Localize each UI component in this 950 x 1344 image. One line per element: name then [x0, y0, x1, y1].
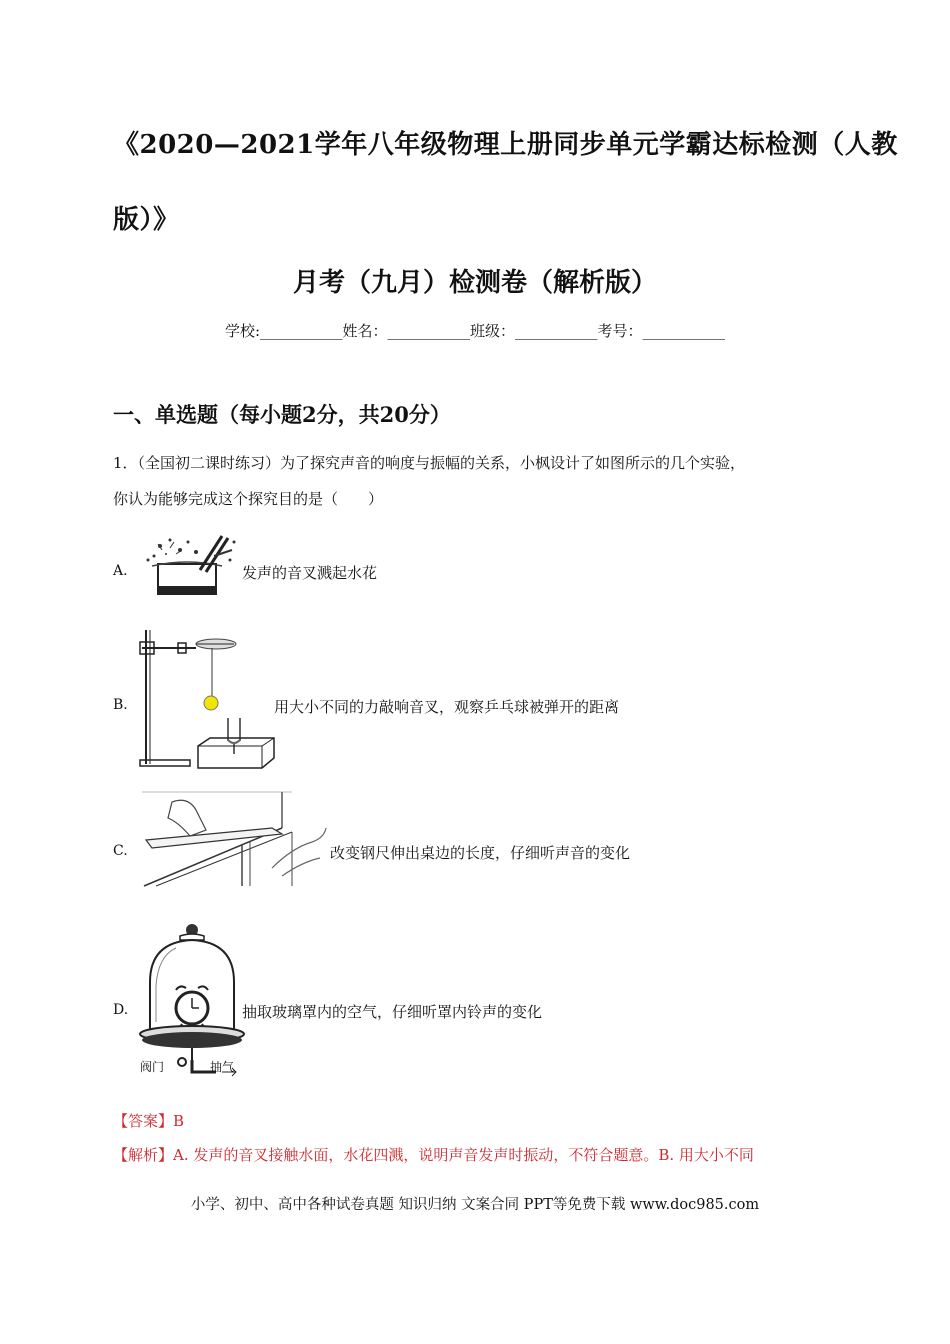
option-c-letter: C.: [113, 843, 128, 859]
subtitle: 月考（九月）检测卷（解析版）: [292, 268, 657, 298]
analysis-line: 【解析】A. 发声的音叉接触水面，水花四溅，说明声音发声时振动，不符合题意。B. 用大小不同: [113, 1146, 754, 1164]
option-a-text: 发声的音叉溅起水花: [242, 564, 378, 582]
question-line-1: 1．（全国初二课时练习）为了探究声音的响度与振幅的关系，小枫设计了如图所示的几个实验，: [113, 454, 746, 472]
student-info-line: 学校:___________姓名：___________班级：___________考号：___________: [224, 322, 726, 340]
tuning-fork-water-figure-icon: [140, 530, 240, 602]
question-line-2: 你认为能够完成这个探究目的是（ ）: [113, 490, 384, 508]
answer-line: 【答案】B: [113, 1112, 185, 1130]
option-b-letter: B.: [113, 697, 128, 713]
title-line-2: 版）》: [113, 205, 180, 235]
section-heading: 一、单选题（每小题2分，共20分）: [113, 402, 451, 427]
figure-d-valve-label: 阀门: [140, 1060, 165, 1074]
figure-d-pump-label: 抽气: [210, 1060, 235, 1074]
option-d-letter: D.: [113, 1002, 129, 1018]
page-footer: 小学、初中、高中各种试卷真题 知识归纳 文案合同 PPT等免费下载 www.doc985.com: [190, 1197, 760, 1213]
option-c-text: 改变钢尺伸出桌边的长度，仔细听声音的变化: [330, 844, 631, 862]
steel-ruler-table-figure-icon: [142, 788, 330, 888]
title-line-1: 《2020—2021学年八年级物理上册同步单元学霸达标检测（人教: [113, 130, 898, 160]
option-a-letter: A.: [113, 563, 128, 579]
option-b-text: 用大小不同的力敲响音叉，观察乒乓球被弹开的距离: [274, 698, 620, 716]
option-d-text: 抽取玻璃罩内的空气，仔细听罩内铃声的变化: [242, 1003, 543, 1021]
tuning-fork-pingpong-figure-icon: [138, 628, 278, 774]
